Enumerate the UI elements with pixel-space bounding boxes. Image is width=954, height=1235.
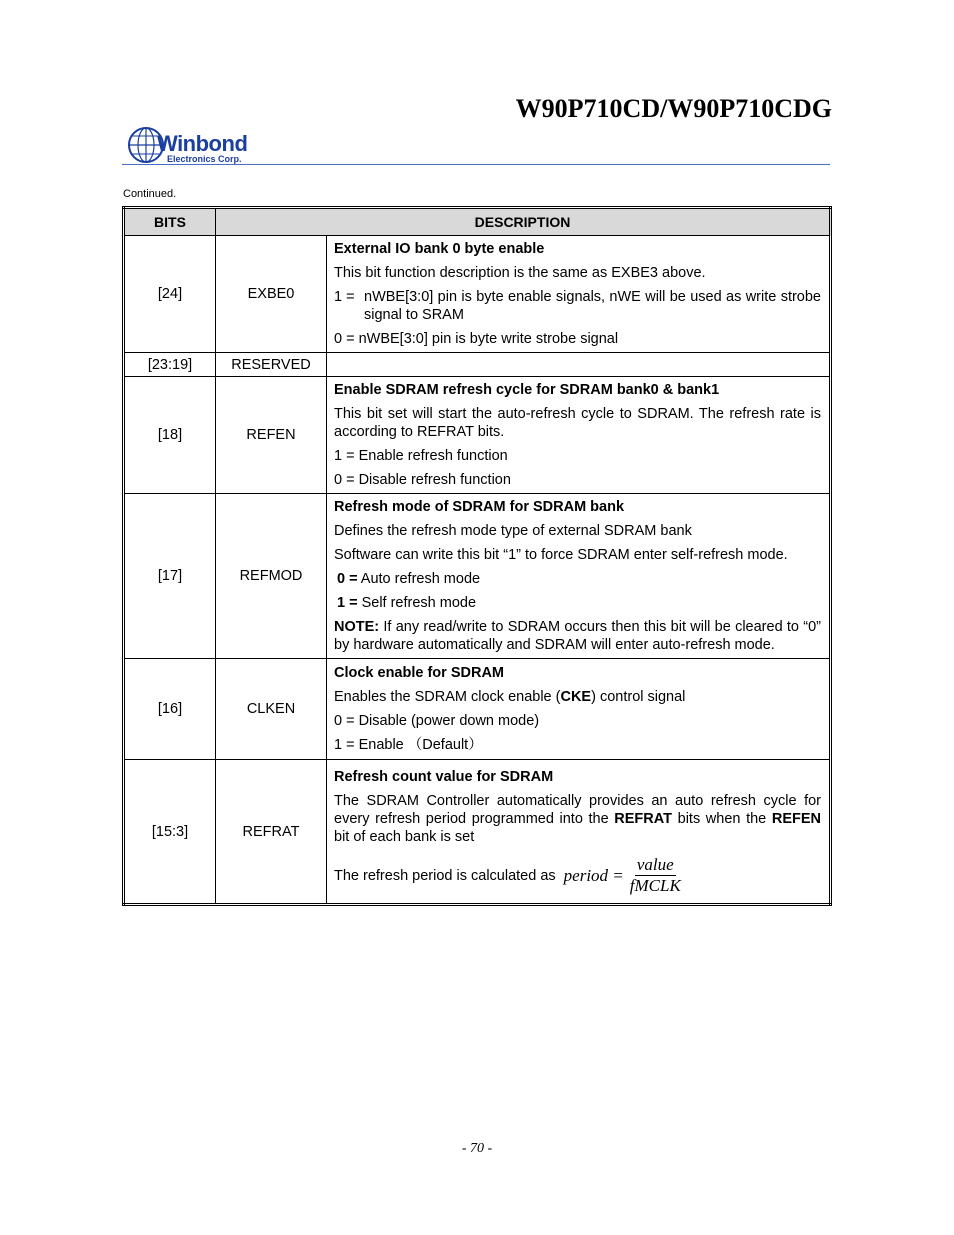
field-heading: Refresh mode of SDRAM for SDRAM bank [334,499,625,515]
table-row [124,236,831,353]
bits-cell: [24] [124,236,216,353]
table-row [124,659,831,760]
option-one: 1 = Enable refresh function [334,448,508,464]
logo-subtitle: Electronics Corp. [167,154,242,164]
description-cell [327,353,831,377]
description-text: Software can write this bit “1” to force SDRAM enter self-refresh mode. [334,547,788,563]
field-heading: Refresh count value for SDRAM [334,769,554,785]
description-cell [327,760,831,905]
formula-lhs: period = [563,865,624,885]
description-text [334,688,821,706]
formula-numerator: value [636,855,674,874]
description-text: Defines the refresh mode type of external SDRAM bank [334,523,692,539]
description-text [334,792,821,846]
description-column-header: DESCRIPTION [216,208,831,236]
description-cell [327,236,831,353]
field-name-cell: REFEN [216,377,327,494]
field-name-cell: CLKEN [216,659,327,760]
description-text: This bit set will start the auto-refresh cycle to SDRAM. The refresh rate is according to REFRAT bits. [334,406,821,440]
bits-cell: [23:19] [124,353,216,377]
text-run: The SDRAM Controller automatically provides an auto refresh cycle for every refresh period programmed into the [334,793,821,827]
description-cell [327,494,831,659]
text-run: bit of each bank is set [334,829,475,845]
bits-column-header: BITS [124,208,216,236]
table-row [124,377,831,494]
field-name-cell: REFRAT [216,760,327,905]
winbond-logo [127,126,257,166]
option-text: nWBE[3:0] pin is byte enable signals, nWE will be used as write strobe signal to SRAM [364,289,821,323]
formula-fraction [630,856,681,895]
logo-wordmark: Winbond [157,131,248,156]
refen-term: REFEN [771,811,821,827]
header-divider [122,164,830,165]
option-zero: 0 = Disable (power down mode) [334,713,540,729]
option-text: Self refresh mode [361,595,477,611]
register-bit-table [122,206,832,906]
table-header-row [124,208,831,236]
formula-label: The refresh period is calculated as [334,867,556,884]
field-heading: External IO bank 0 byte enable [334,241,545,257]
description-cell [327,377,831,494]
field-name-cell: EXBE0 [216,236,327,353]
bits-cell: [16] [124,659,216,760]
continued-label: Continued. [123,188,177,200]
field-name-cell: RESERVED [216,353,327,377]
bits-cell: [15:3] [124,760,216,905]
option-key: 1 = [334,289,355,305]
formula-denominator: fMCLK [629,876,681,895]
note-body: If any read/write to SDRAM occurs then this bit will be cleared to “0” by hardware automatically and SDRAM will enter auto-refresh mode. [334,619,821,653]
page-number: - 70 - [461,1141,493,1156]
document-title: W90P710CD/W90P710CDG [515,94,832,123]
option-zero [334,570,821,588]
formula-line [334,856,821,895]
field-heading: Enable SDRAM refresh cycle for SDRAM bank0 & bank1 [334,382,720,398]
table-row [124,353,831,377]
description-cell [327,659,831,760]
note-text [334,618,821,654]
table-row [124,494,831,659]
text-run: Enables the SDRAM clock enable ( [334,689,561,705]
bits-cell: [18] [124,377,216,494]
description-text: This bit function description is the same as EXBE3 above. [334,265,706,281]
bits-cell: [17] [124,494,216,659]
refrat-term: REFRAT [614,811,673,827]
option-zero: 0 = nWBE[3:0] pin is byte write strobe signal [334,331,619,347]
text-run: bits when the [677,811,767,827]
field-name-cell: REFMOD [216,494,327,659]
option-text: Auto refresh mode [360,571,481,587]
option-key: 1 = [337,595,358,611]
text-run: ) control signal [591,689,686,705]
option-key: 0 = [337,571,358,587]
option-zero: 0 = Disable refresh function [334,472,511,488]
table-row [124,760,831,905]
cke-term: CKE [560,689,592,705]
option-one [334,288,821,324]
note-label: NOTE: [334,619,380,635]
field-heading: Clock enable for SDRAM [334,665,504,681]
option-one [334,594,821,612]
option-one: 1 = Enable （Default） [334,737,483,753]
